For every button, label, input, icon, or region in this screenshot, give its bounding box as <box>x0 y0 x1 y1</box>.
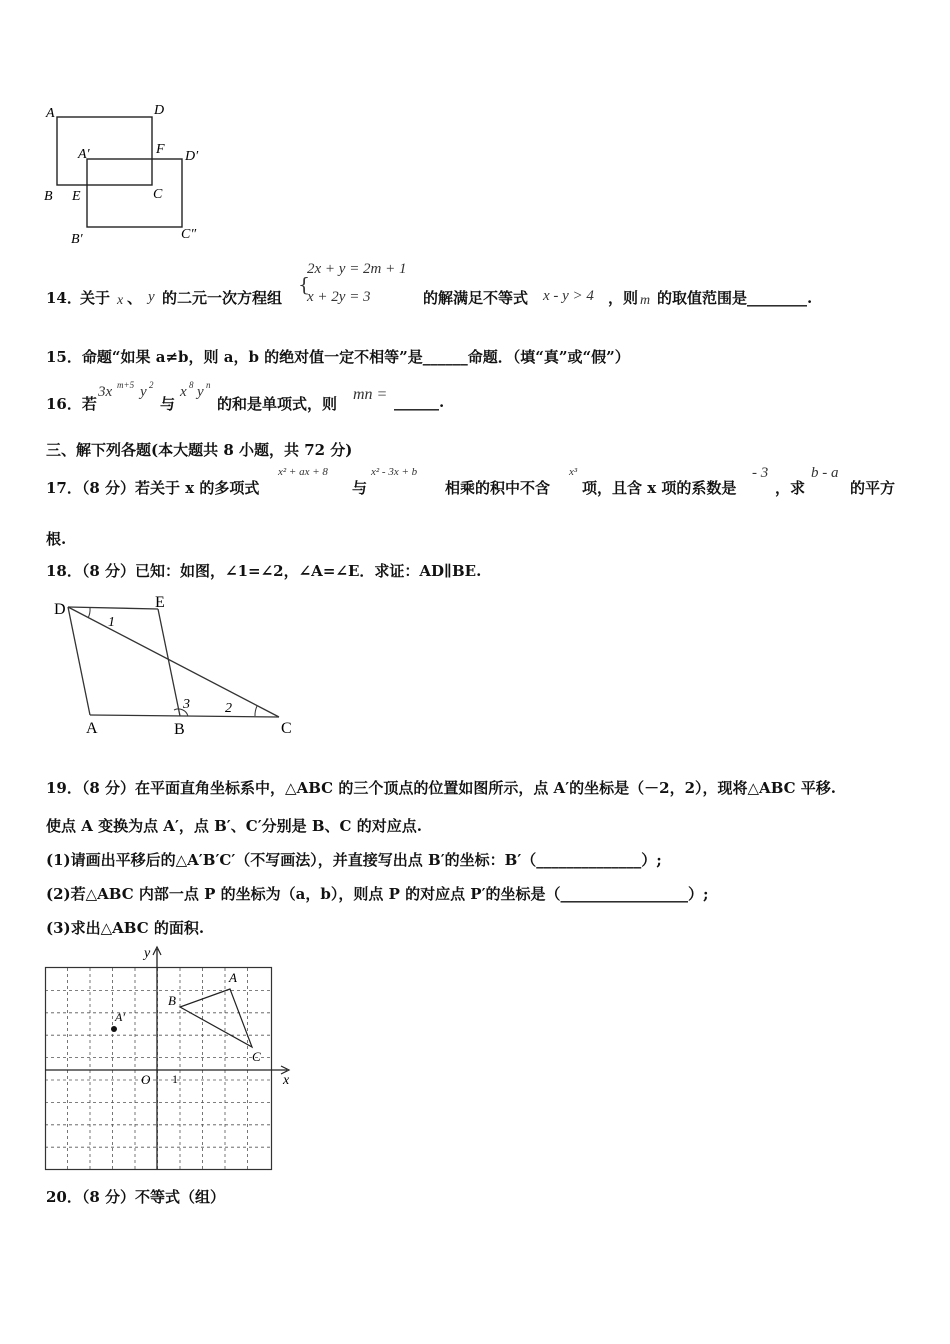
q14-text-3: 的解满足不等式 <box>423 289 529 307</box>
question-18: 18．（8 分）已知：如图，∠1=∠2，∠A=∠E．求证：AD∥BE. <box>46 562 482 580</box>
x-cubed: x³ <box>569 466 578 478</box>
q14-var-m: m <box>640 293 651 308</box>
x-label: x <box>283 1073 290 1088</box>
q14-text-4: ，则 <box>608 289 639 307</box>
q17-text-4: 项，且含 x 项的系数是 <box>582 479 737 497</box>
q19-line-3: (1)请画出平移后的△A′B′C′（不写画法），并直接写出点 B′的坐标：B′（______________）; <box>46 851 662 869</box>
label-C-double-prime: C″ <box>181 227 197 242</box>
inequality: x - y > 4 <box>543 288 594 304</box>
term2-exponent: 8 <box>189 380 194 390</box>
angle-1-arc <box>88 608 90 618</box>
section-3-heading: 三、解下列各题(本大题共 8 小题，共 72 分) <box>46 441 353 459</box>
label-B-prime: B′ <box>71 232 83 247</box>
q14-text-5: 的取值范围是________. <box>657 289 813 307</box>
polynomial-2: x² - 3x + b <box>371 466 418 478</box>
term1-coef: 3x <box>98 384 113 400</box>
vertex-B-label: B <box>168 993 176 1008</box>
q17-text-6: 的平方 <box>850 479 896 497</box>
rectangle-A'B'C'D' <box>87 159 182 227</box>
segment-DE <box>68 607 158 609</box>
q17-text-3: 相乘的积中不含 <box>445 479 551 497</box>
q17-text-1: 17．（8 分）若关于 x 的多项式 <box>46 479 260 497</box>
label-D: D <box>54 601 66 618</box>
point-A-prime <box>111 1026 117 1032</box>
label-A: A <box>46 106 55 121</box>
segment-EB <box>158 609 180 716</box>
parallel-lines-figure <box>50 592 310 742</box>
label-1: 1 <box>108 615 115 630</box>
q14-var-x: x <box>117 293 124 308</box>
q17-with: 与 <box>352 479 368 497</box>
rectangles-figure <box>40 100 220 250</box>
label-F: F <box>156 142 165 157</box>
angle-2-arc <box>255 706 257 716</box>
q17-text-7: 根. <box>46 530 67 548</box>
label-B: B <box>44 189 53 204</box>
unit-label: 1 <box>172 1072 178 1086</box>
label-A-prime: A′ <box>78 147 90 162</box>
term2-y: y <box>197 384 204 400</box>
vertex-A-label: A <box>229 970 237 985</box>
mn-expression: mn = <box>353 386 388 403</box>
term2-x: x <box>180 384 187 400</box>
q19-line-4: (2)若△ABC 内部一点 P 的坐标为（a，b），则点 P 的对应点 P′的坐标是（_________________）; <box>46 885 709 903</box>
b-minus-a: b - a <box>811 465 839 481</box>
label-E: E <box>155 594 165 611</box>
q16-with: 与 <box>160 395 176 413</box>
label-E: E <box>72 189 81 204</box>
point-A-prime-label: A′ <box>115 1010 125 1024</box>
label-D-prime: D′ <box>185 149 199 164</box>
q14-sep: 、 <box>127 289 143 307</box>
question-15: 15．命题“如果 a≠b，则 a，b 的绝对值一定不相等”是______命题．（填“真”或“假”） <box>46 348 630 366</box>
q14-text-1: 关于 <box>80 289 111 307</box>
q16-blank: ______. <box>394 393 445 411</box>
label-C: C <box>153 187 163 202</box>
label-D: D <box>154 103 165 118</box>
q19-line-5: (3)求出△ABC 的面积. <box>46 919 205 937</box>
q16-number: 16．若 <box>46 395 97 413</box>
term2-y-exponent: n <box>206 380 211 390</box>
equation-1: 2x + y = 2m + 1 <box>307 261 407 277</box>
grid-border <box>46 968 272 1170</box>
label-2: 2 <box>225 701 232 716</box>
label-A: A <box>86 720 98 737</box>
polynomial-1: x² + ax + 8 <box>278 466 328 478</box>
coefficient: - 3 <box>752 465 769 481</box>
q19-line-2: 使点 A 变换为点 A′，点 B′、C′分别是 B、C 的对应点. <box>46 817 422 835</box>
label-3: 3 <box>183 697 190 712</box>
segment-DA <box>68 607 90 715</box>
origin-label: O <box>141 1072 151 1087</box>
label-C: C <box>281 720 292 737</box>
question-20: 20．（8 分）不等式（组） <box>46 1188 226 1206</box>
q17-text-5: ，求 <box>775 479 806 497</box>
equation-2: x + 2y = 3 <box>307 289 371 305</box>
y-label: y <box>144 946 151 961</box>
triangle-ABC <box>180 989 252 1047</box>
rectangle-ABCD <box>57 117 152 185</box>
q14-number: 14． <box>46 289 82 307</box>
vertex-C-label: C <box>252 1049 261 1064</box>
label-B: B <box>174 721 185 738</box>
system-brace: { <box>298 274 311 296</box>
q16-text-2: 的和是单项式，则 <box>217 395 338 413</box>
term1-exponent: m+5 <box>117 380 135 390</box>
coordinate-grid <box>45 943 295 1173</box>
q14-text-2: 的二元一次方程组 <box>162 289 283 307</box>
term1-y-exponent: 2 <box>149 380 154 390</box>
segment-DC <box>68 607 279 717</box>
segment-AC <box>90 715 279 717</box>
q19-line-1: 19．（8 分）在平面直角坐标系中，△ABC 的三个顶点的位置如图所示，点 A′的坐标是（－2，2），现将△ABC 平移. <box>46 779 837 797</box>
q14-var-y: y <box>148 289 155 305</box>
term1-y: y <box>140 384 147 400</box>
